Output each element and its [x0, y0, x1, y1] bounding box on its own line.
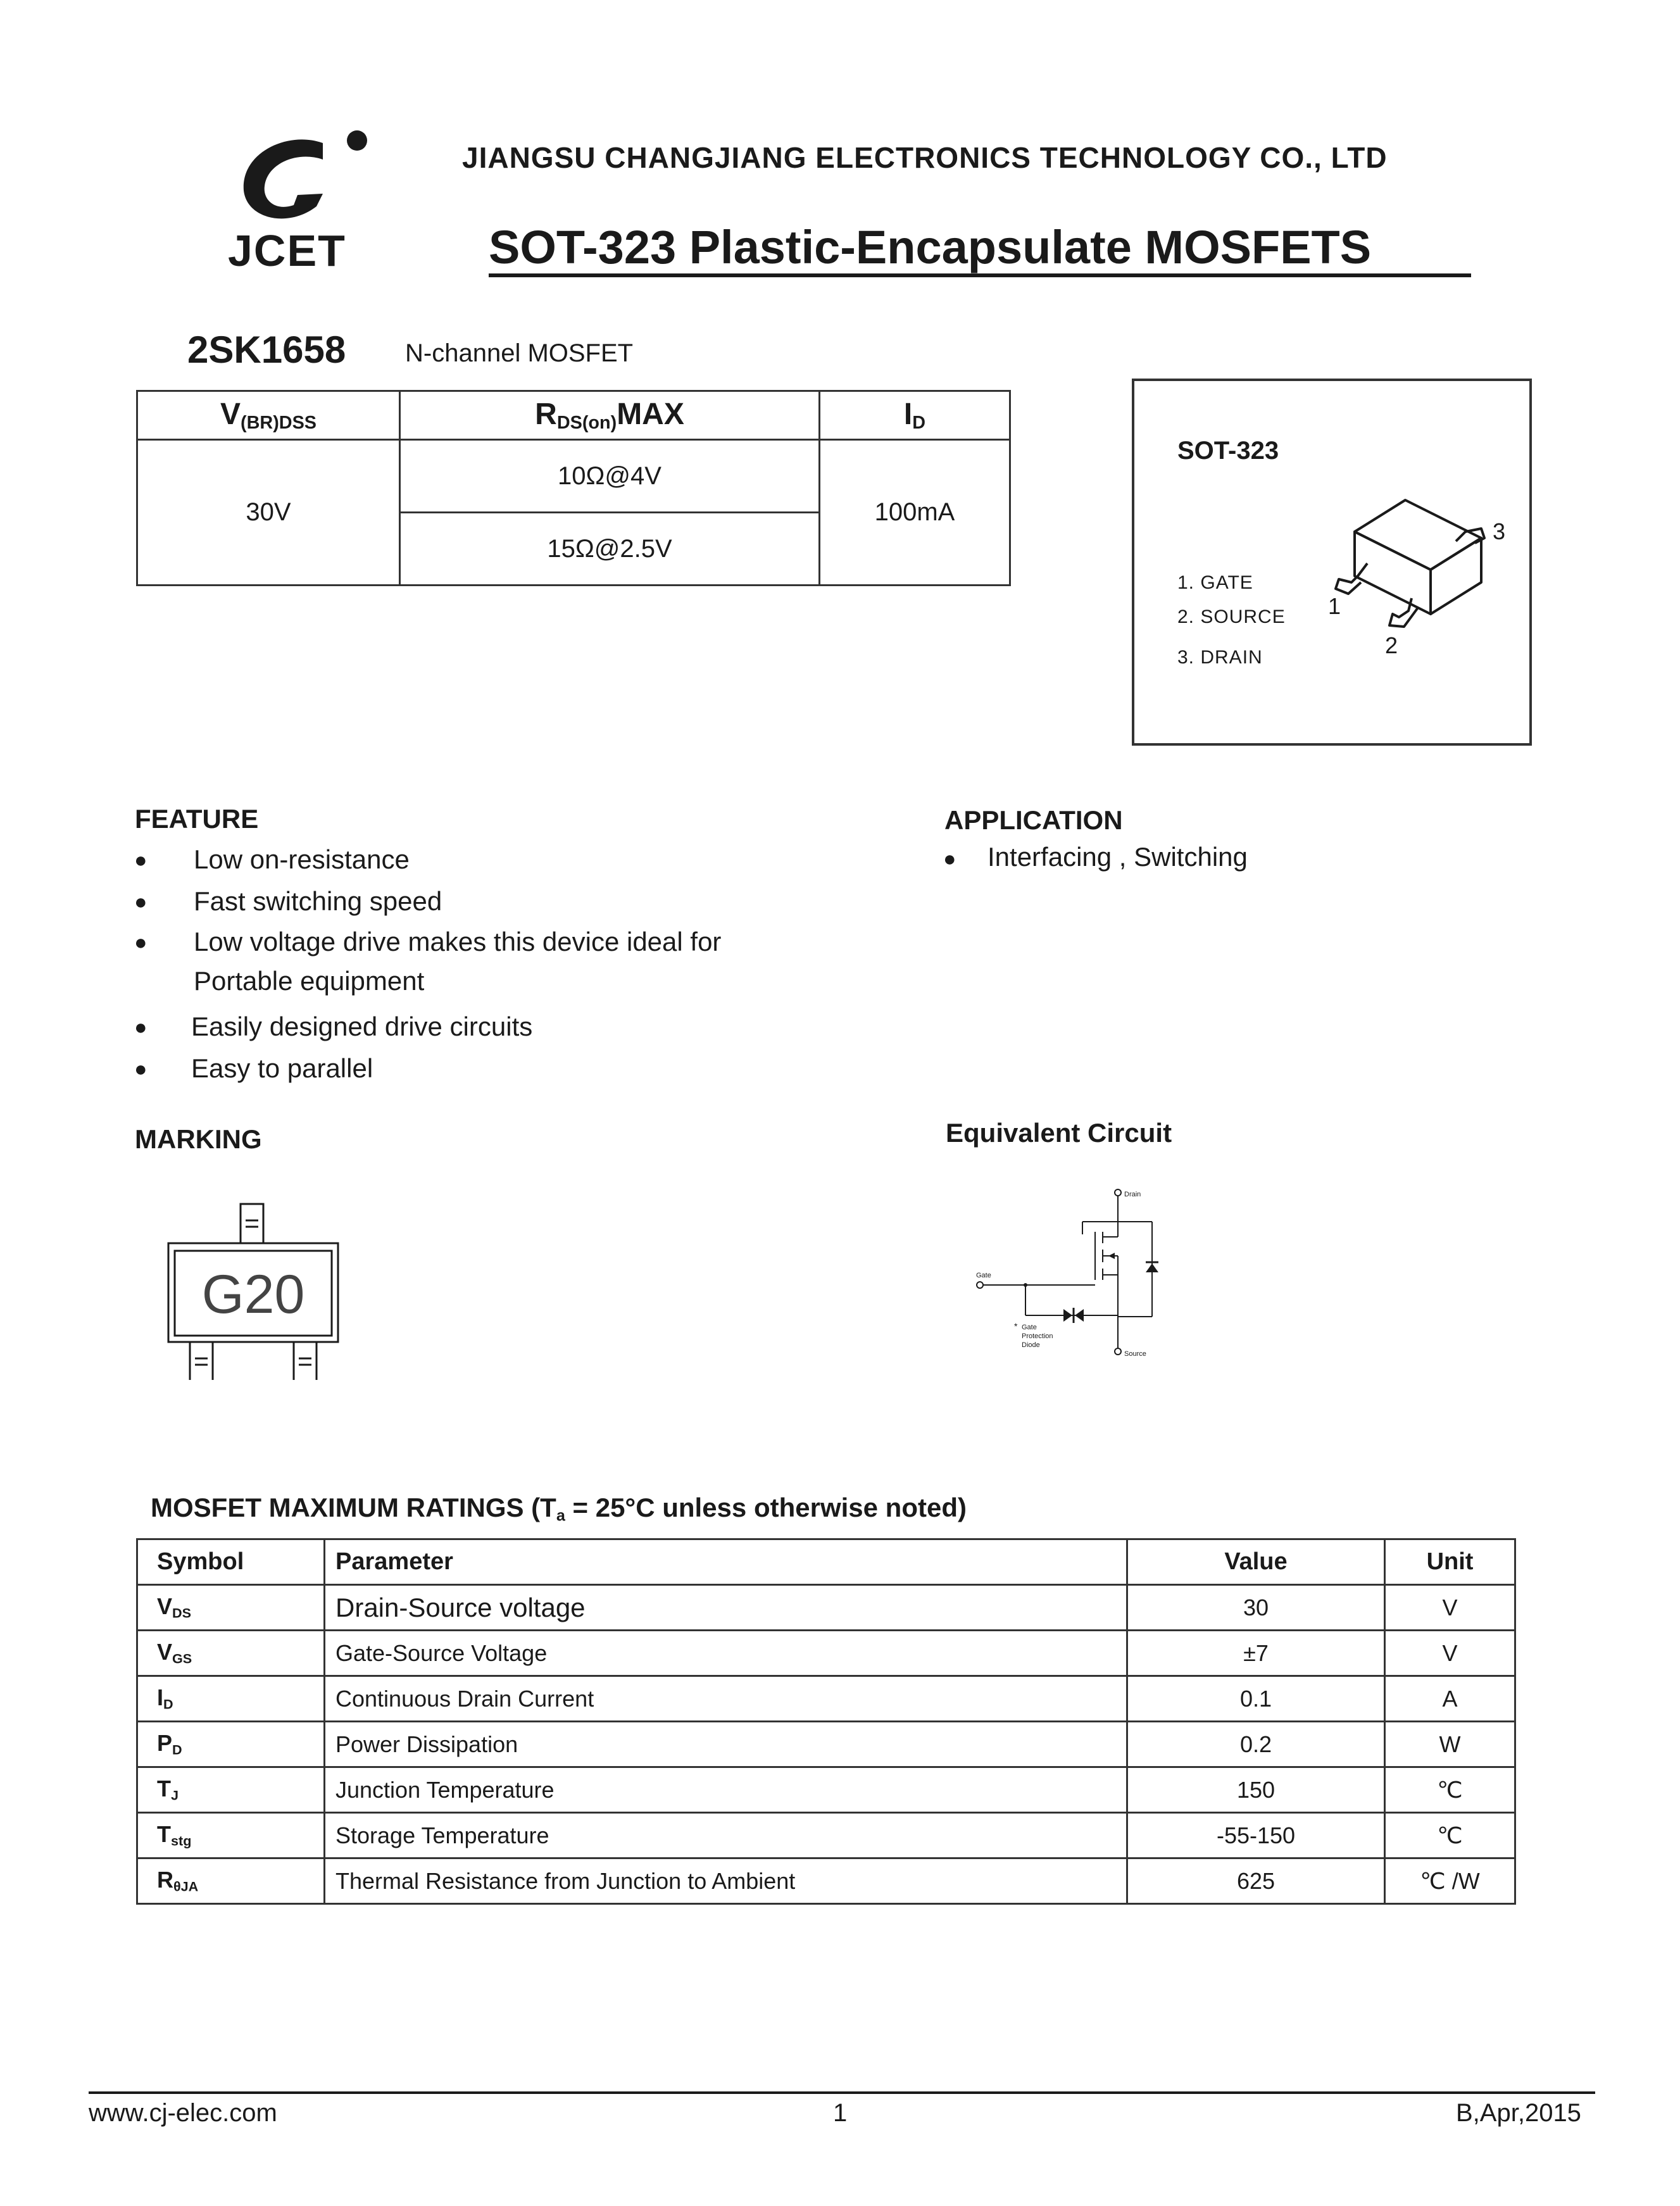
ratings-parameter: Junction Temperature: [325, 1767, 1127, 1813]
feature-bullet: ●: [134, 848, 147, 872]
ratings-parameter: Power Dissipation: [325, 1722, 1127, 1767]
ratings-unit: ℃: [1385, 1813, 1515, 1858]
feature-bullet: ●: [134, 931, 147, 955]
ratings-parameter: Gate-Source Voltage: [325, 1631, 1127, 1676]
feature-heading: FEATURE: [135, 804, 259, 834]
ratings-header-unit: Unit: [1385, 1539, 1515, 1585]
circuit-label-source: Source: [1124, 1350, 1146, 1358]
package-drawing: [1329, 487, 1519, 658]
pin-number-2: 2: [1385, 632, 1398, 658]
logo-text: JCET: [228, 226, 346, 275]
ratings-parameter: Storage Temperature: [325, 1813, 1127, 1858]
feature-item: Fast switching speed: [194, 886, 442, 916]
spec-header-vbr: $V_{(BR)DSS}$: [137, 391, 400, 440]
table-row: [137, 1631, 1515, 1676]
ratings-symbol: $T_{stg}$: [137, 1813, 325, 1858]
title-underline: [489, 273, 1471, 277]
table-row: [137, 1767, 1515, 1813]
feature-item-continuation: Portable equipment: [194, 966, 425, 996]
pin-label-source: 2. SOURCE: [1177, 606, 1286, 627]
feature-item: Low on-resistance: [194, 844, 410, 874]
pin-number-3: 3: [1493, 518, 1506, 544]
package-name: SOT-323: [1177, 437, 1279, 465]
ratings-symbol: $R_{\theta JA}$: [137, 1858, 325, 1904]
ratings-value: -55-150: [1127, 1813, 1385, 1858]
ratings-header-value: Value: [1127, 1539, 1385, 1585]
ratings-header-row: [137, 1539, 1515, 1585]
ratings-parameter: Thermal Resistance from Junction to Ambient: [325, 1858, 1127, 1904]
ratings-symbol: $T_J$: [137, 1767, 325, 1813]
company-logo: [228, 124, 373, 276]
ratings-value: 0.2: [1127, 1722, 1385, 1767]
circuit-asterisk: *: [1014, 1321, 1018, 1331]
document-title: SOT-323 Plastic-Encapsulate MOSFETS: [489, 221, 1372, 273]
table-row: [137, 1858, 1515, 1904]
ratings-symbol: $I_D$: [137, 1676, 325, 1722]
feature-item: Low voltage drive makes this device ideal for: [194, 927, 722, 956]
part-number: 2SK1658: [187, 329, 346, 371]
circuit-note-2: Protection: [1022, 1332, 1053, 1340]
spec-rds-value-1: 10Ω@4V: [400, 440, 820, 513]
application-heading: APPLICATION: [944, 805, 1123, 835]
circuit-label-gate: Gate: [976, 1272, 991, 1279]
ratings-unit: ℃ /W: [1385, 1858, 1515, 1904]
ratings-symbol: $P_D$: [137, 1722, 325, 1767]
pin-label-gate: 1. GATE: [1177, 572, 1253, 593]
marking-heading: MARKING: [135, 1124, 262, 1154]
ratings-unit: ℃: [1385, 1767, 1515, 1813]
ratings-header-symbol: Symbol: [137, 1539, 325, 1585]
application-item: Interfacing , Switching: [987, 842, 1248, 872]
ratings-symbol: $V_{GS}$: [137, 1631, 325, 1676]
table-row: [137, 1585, 1515, 1631]
ratings-symbol: $V_{DS}$: [137, 1585, 325, 1631]
ratings-header-parameter: Parameter: [325, 1539, 1127, 1585]
feature-bullet: ●: [134, 1015, 147, 1039]
ratings-unit: W: [1385, 1722, 1515, 1767]
ratings-value: 625: [1127, 1858, 1385, 1904]
application-bullet: ●: [943, 847, 956, 871]
company-name: JIANGSU CHANGJIANG ELECTRONICS TECHNOLOGY CO., LTD: [462, 141, 1388, 174]
spec-header-rds: $R_{DS(on)}MAX$: [400, 391, 820, 440]
marking-diagram: [165, 1203, 342, 1380]
ratings-value: ±7: [1127, 1631, 1385, 1676]
key-spec-table: [136, 390, 1011, 586]
ratings-unit: A: [1385, 1676, 1515, 1722]
ratings-value: 0.1: [1127, 1676, 1385, 1722]
spec-id-value: 100mA: [820, 440, 1010, 586]
footer-website[interactable]: www.cj-elec.com: [89, 2099, 277, 2127]
feature-bullet: ●: [134, 890, 147, 914]
footer-page-number: 1: [833, 2099, 848, 2127]
feature-item: Easily designed drive circuits: [191, 1012, 533, 1041]
ratings-parameter: Continuous Drain Current: [325, 1676, 1127, 1722]
circuit-label-drain: Drain: [1124, 1191, 1141, 1198]
ratings-value: 150: [1127, 1767, 1385, 1813]
table-row: [137, 1813, 1515, 1858]
ratings-title: MOSFET MAXIMUM RATINGS ($T_a = 25^\circ C$ unless otherwise noted): [151, 1493, 967, 1525]
table-row: [137, 1722, 1515, 1767]
footer-revision: B,Apr,2015: [1456, 2099, 1581, 2127]
ratings-value: 30: [1127, 1585, 1385, 1631]
ratings-unit: V: [1385, 1585, 1515, 1631]
spec-header-id: $I_D$: [820, 391, 1010, 440]
max-ratings-table: [136, 1538, 1516, 1905]
spec-vbr-value: 30V: [137, 440, 400, 586]
footer-divider: [89, 2091, 1595, 2094]
table-row: [137, 1676, 1515, 1722]
spec-rds-value-2: 15Ω@2.5V: [400, 513, 820, 586]
mosfet-circuit-icon: [969, 1184, 1196, 1367]
ratings-unit: V: [1385, 1631, 1515, 1676]
pin-label-drain: 3. DRAIN: [1177, 647, 1263, 668]
circuit-heading: Equivalent Circuit: [946, 1118, 1172, 1148]
circuit-note-1: Gate: [1022, 1324, 1037, 1331]
sot323-package-icon: [1329, 487, 1519, 658]
ratings-parameter: Drain-Source voltage: [325, 1585, 1127, 1631]
circuit-note-3: Diode: [1022, 1341, 1040, 1349]
marking-code: G20: [201, 1264, 305, 1325]
equivalent-circuit: [969, 1184, 1196, 1367]
part-description: N-channel MOSFET: [405, 339, 634, 367]
pin-number-1: 1: [1329, 593, 1341, 619]
feature-bullet: ●: [134, 1057, 147, 1081]
feature-item: Easy to parallel: [191, 1053, 373, 1083]
